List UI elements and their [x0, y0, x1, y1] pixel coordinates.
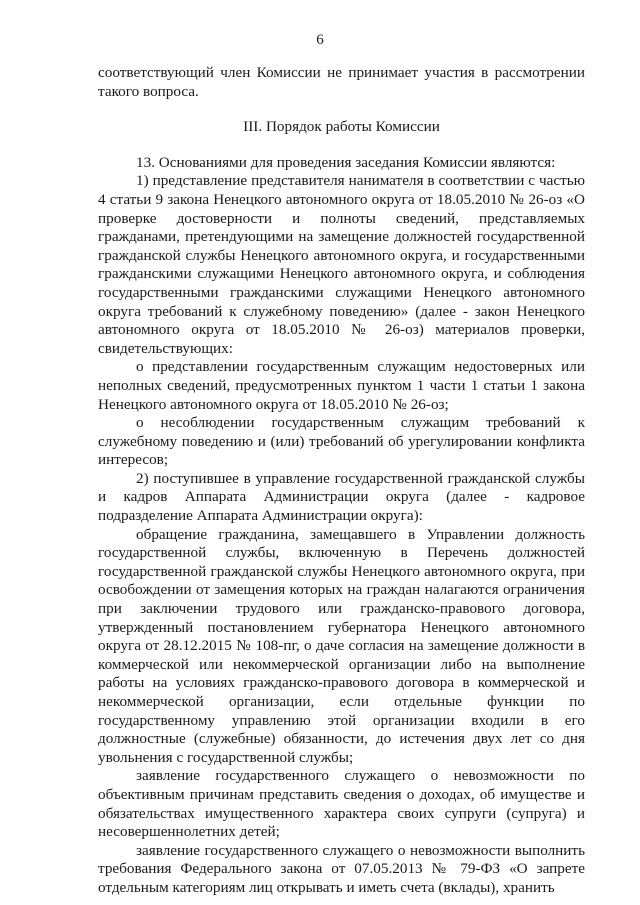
- paragraph-item-2-a: обращение гражданина, замещавшего в Управлении должность государственной службы, включенную в Перечень должностей государственной гражданской службы Ненецкого автономного округа, при освобождении от замещения которых на граждан налагаются ограничения при заключении трудового или гражданско-правового договора, утвержденный постановлением губернатора Ненецкого автономного округа от 28.12.2015 № 108-пг, о даче согласия на замещение должности в коммерческой или некоммерческой организации либо на выполнение работы на условиях гражданско-правового договора в коммерческой и некоммерческой организации, если отдельные функции по государственному управлению этой организации входили в его должностные (служебные) обязанности, до истечения двух лет со дня увольнения с государственной службы;: [98, 525, 585, 766]
- page-number: 6: [316, 32, 324, 48]
- document-body: [98, 64, 585, 898]
- paragraph-item-1-a: о представлении государственным служащим недостоверных или неполных сведений, предусмотренных пунктом 1 части 1 статьи 1 закона Ненецкого автономного округа от 18.05.2010 № 26-оз;: [98, 358, 585, 413]
- paragraph-13-intro: 13. Основаниями для проведения заседания Комиссии являются:: [136, 153, 556, 171]
- section-title: III. Порядок работы Комиссии: [243, 118, 440, 136]
- paragraph-item-2: 2) поступившее в управление государственной гражданской службы и кадров Аппарата Администрации округа (далее - кадровое подразделение Аппарата Администрации округа):: [98, 469, 585, 525]
- paragraph-item-1: 1) представление представителя нанимателя в соответствии с частью 4 статьи 9 закона Ненецкого автономного округа от 18.05.2010 № 26-оз «О проверке достоверности и полноты сведений, представляемых гражданами, претендующими на замещение должностей государственной гражданской службы Ненецкого автономного округа, и государственными гражданскими служащими Ненецкого автономного округа, и соблюдения государственными гражданскими служащими Ненецкого автономного округа требований к служебному поведению» (далее - закон Ненецкого автономного округа от 18.05.2010 № 26-оз) материалов проверки, свидетельствующих:: [98, 172, 585, 357]
- continuation-paragraph: соответствующий член Комиссии не принимает участия в рассмотрении такого вопроса.: [98, 64, 585, 100]
- paragraph-item-1-b: о несоблюдении государственным служащим требований к служебному поведению и (или) требований об урегулировании конфликта интересов;: [98, 414, 585, 469]
- paragraph-item-2-c: заявление государственного служащего о невозможности выполнить требования Федерального закона от 07.05.2013 № 79-ФЗ «О запрете отдельным категориям лиц открывать и иметь счета (вклады), хранить: [98, 841, 585, 896]
- paragraph-item-2-b: заявление государственного служащего о невозможности по объективным причинам представить сведения о доходах, об имуществе и обязательствах имущественного характера своих супруги (супруга) и несовершеннолетних детей;: [98, 767, 585, 841]
